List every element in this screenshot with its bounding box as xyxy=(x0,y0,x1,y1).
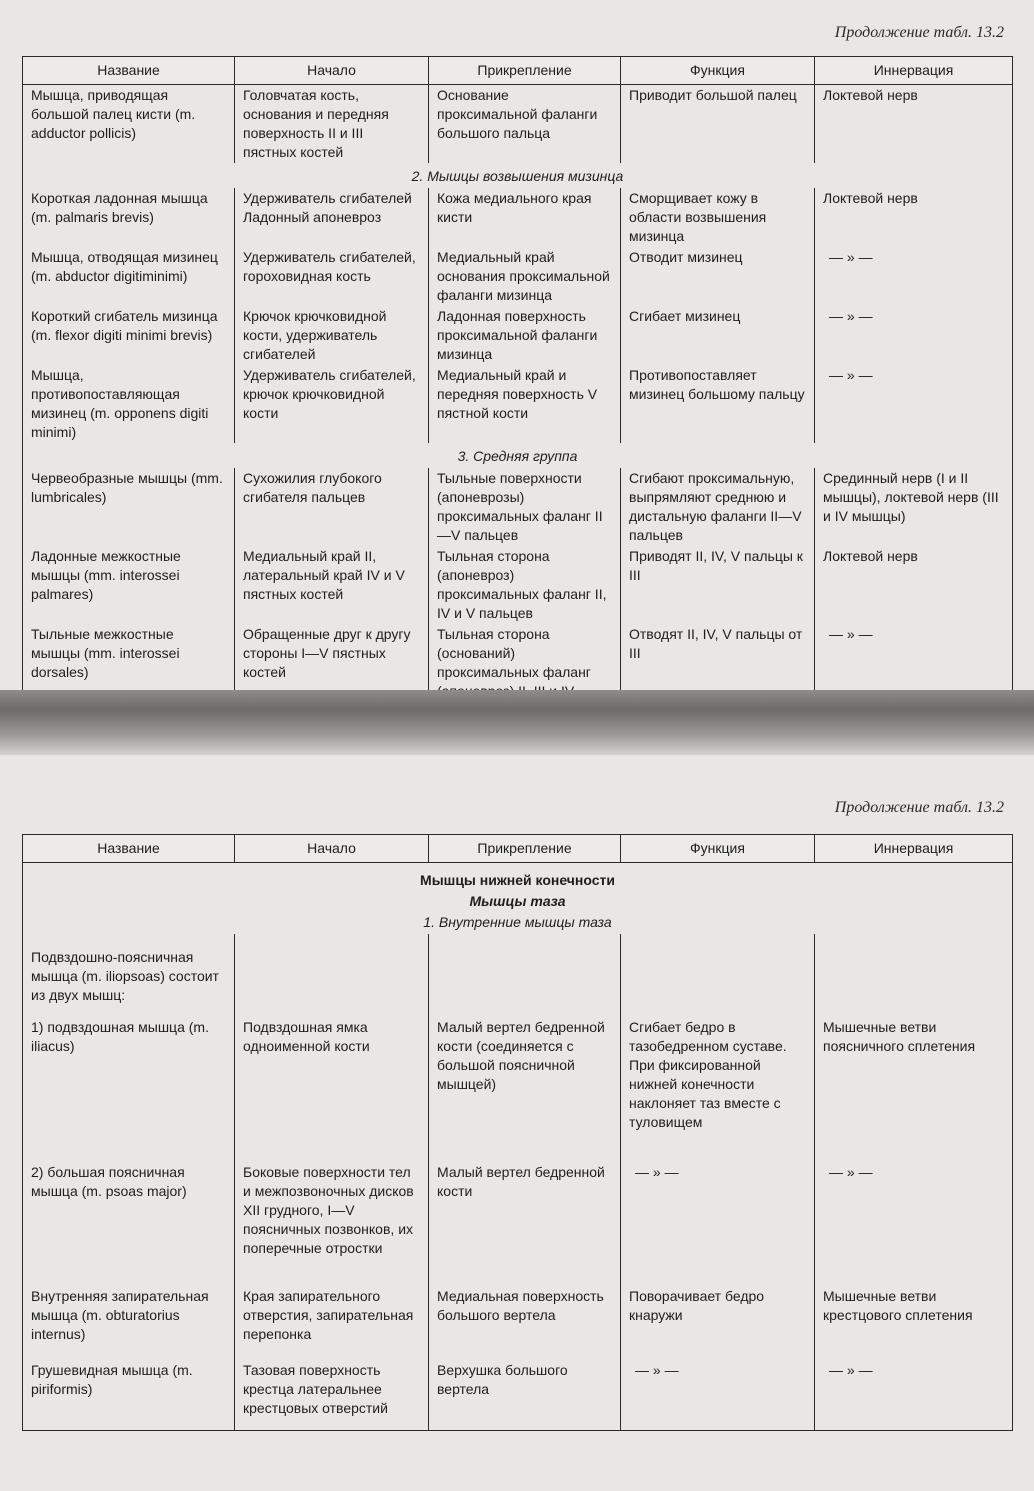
table-row xyxy=(23,85,1013,164)
cell-innervation: Мышечные ветви поясничного сплетения xyxy=(815,1006,1013,1133)
page-bottom xyxy=(0,755,1034,1491)
header-function: Функция xyxy=(621,57,815,85)
muscle-table-pelvis xyxy=(22,834,1013,1431)
table-row xyxy=(23,1259,1013,1345)
cell-insertion: Ладонная поверхность проксимальной фаланги мизинца xyxy=(429,306,621,365)
cell-function: Приводит большой палец xyxy=(621,85,815,164)
cell-origin: Сухожилия глубокого сгибателя пальцев xyxy=(235,468,429,546)
cell-name: Мышца, противопоставляющая мизинец (m. opponens digiti minimi) xyxy=(23,365,235,443)
cell-function: Поворачивает бедро кнаружи xyxy=(621,1259,815,1345)
cell-insertion: Тыльная сторона (апоневроз) проксимальных фаланг II, IV и V пальцев xyxy=(429,546,621,624)
cell-insertion: Верхушка большого вертела xyxy=(429,1345,621,1431)
cell-innervation: Локтевой нерв xyxy=(815,188,1013,247)
page-fold-shadow xyxy=(0,690,1034,755)
cell-origin: Тазовая поверхность крестца латеральнее крестцовых отверстий xyxy=(235,1345,429,1431)
cell-origin: Удерживатель сгибателей, крючок крючковидной кости xyxy=(235,365,429,443)
table-row xyxy=(23,546,1013,624)
table-caption: Продолжение табл. 13.2 xyxy=(834,24,1004,41)
section-row xyxy=(23,163,1013,188)
cell-function: Сморщивает кожу в области возвышения мизинца xyxy=(621,188,815,247)
cell-insertion: Медиальная поверхность большого вертела xyxy=(429,1259,621,1345)
cell-name: Тыльные межкостные мышцы (mm. interossei dorsales) xyxy=(23,624,235,722)
cell-insertion: Малый вертел бедренной кости xyxy=(429,1133,621,1259)
table-row xyxy=(23,1006,1013,1133)
cell-insertion: Медиальный край основания проксимальной фаланги мизинца xyxy=(429,247,621,306)
cell-name: Внутренняя запирательная мышца (m. obturatorius internus) xyxy=(23,1259,235,1345)
page-top xyxy=(0,0,1034,690)
cell-insertion: Тыльная сторона (оснований) проксимальных фаланг xyxy=(429,624,621,722)
cell-origin: Медиальный край II, латеральный край IV и V пястных костей xyxy=(235,546,429,624)
section-row xyxy=(23,863,1013,893)
cell-innervation: — » — xyxy=(815,624,1013,722)
header-origin: Начало xyxy=(235,835,429,863)
table-row xyxy=(23,934,1013,1006)
cell-innervation: — » — xyxy=(815,247,1013,306)
cell-insertion: Тыльные поверхности (апоневрозы) проксимальных фаланг II—V пальцев xyxy=(429,468,621,546)
cell-origin: Края запирательного отверстия, запирательная перепонка xyxy=(235,1259,429,1345)
section-heading-limb: Мышцы нижней конечности xyxy=(23,863,1013,893)
section-heading-pelvis: Мышцы таза xyxy=(23,892,1013,913)
cell-insertion: Кожа медиального края кисти xyxy=(429,188,621,247)
cell-insertion: Основание проксимальной фаланги большого пальца xyxy=(429,85,621,164)
cell-function: Отводит мизинец xyxy=(621,247,815,306)
section-heading: 2. Мышцы возвышения мизинца xyxy=(23,163,1013,188)
table-row xyxy=(23,1133,1013,1259)
cell-name-intro: Подвздошно-поясничная мышца (m. iliopsoas) состоит из двух мышц: xyxy=(23,934,235,1006)
table-row xyxy=(23,247,1013,306)
cell-function: Противопоставляет мизинец большому пальцу xyxy=(621,365,815,443)
cell-innervation: — » — xyxy=(815,1345,1013,1431)
header-innervation: Иннервация xyxy=(815,57,1013,85)
cell-insertion: Медиальный край и передняя поверхность V пястной кости xyxy=(429,365,621,443)
cell-function: Сгибают проксимальную, выпрямляют среднюю и дистальную фаланги II—V пальцев xyxy=(621,468,815,546)
table-caption: Продолжение табл. 13.2 xyxy=(834,799,1004,816)
cell-origin: Головчатая кость, основания и передняя поверхность II и III пястных костей xyxy=(235,85,429,164)
section-row xyxy=(23,892,1013,913)
table-row xyxy=(23,306,1013,365)
cell-function: Приводят II, IV, V пальцы к III xyxy=(621,546,815,624)
cell-innervation: — » — xyxy=(815,1133,1013,1259)
cell-function: Отводят II, IV, V пальцы от III xyxy=(621,624,815,722)
header-row xyxy=(23,835,1013,863)
table-row xyxy=(23,1345,1013,1431)
section-row xyxy=(23,443,1013,468)
cell-name: 1) подвздошная мышца (m. iliacus) xyxy=(23,1006,235,1133)
header-function: Функция xyxy=(621,835,815,863)
cell-insertion: Малый вертел бедренной кости (соединяется с большой поясничной мышцей) xyxy=(429,1006,621,1133)
cell-name: Короткий сгибатель мизинца (m. flexor digiti minimi brevis) xyxy=(23,306,235,365)
header-name: Название xyxy=(23,835,235,863)
cell-name: Мышца, отводящая мизинец (m. abductor digitiminimi) xyxy=(23,247,235,306)
cell-innervation: — » — xyxy=(815,306,1013,365)
table-row xyxy=(23,468,1013,546)
header-insertion: Прикрепление xyxy=(429,835,621,863)
cell-function: Сгибает мизинец xyxy=(621,306,815,365)
header-insertion: Прикрепление xyxy=(429,57,621,85)
cell-function: — » — xyxy=(621,1133,815,1259)
table-row xyxy=(23,365,1013,443)
cell-name: 2) большая поясничная мышца (m. psoas major) xyxy=(23,1133,235,1259)
cell-origin: Подвздошная ямка одноименной кости xyxy=(235,1006,429,1133)
section-heading: 3. Средняя группа xyxy=(23,443,1013,468)
header-innervation: Иннервация xyxy=(815,835,1013,863)
section-heading-inner: 1. Внутренние мышцы таза xyxy=(23,913,1013,934)
cell-innervation: Локтевой нерв xyxy=(815,546,1013,624)
section-row xyxy=(23,913,1013,934)
cell-name: Червеобразные мышцы (mm. lumbricales) xyxy=(23,468,235,546)
cell-function: Сгибает бедро в тазобедренном суставе. При фиксированной нижней конечности наклоняет таз вместе с туловищем xyxy=(621,1006,815,1133)
cell-innervation: Срединный нерв (I и II мышцы), локтевой нерв (III и IV мышцы) xyxy=(815,468,1013,546)
cell-origin: Удерживатель сгибателей, гороховидная кость xyxy=(235,247,429,306)
cell-innervation: Мышечные ветви крестцового сплетения xyxy=(815,1259,1013,1345)
table-row xyxy=(23,188,1013,247)
cell-origin: Обращенные друг к другу стороны I—V пястных костей xyxy=(235,624,429,722)
cell-name: Короткая ладонная мышца (m. palmaris brevis) xyxy=(23,188,235,247)
header-name: Название xyxy=(23,57,235,85)
cell-name: Ладонные межкостные мышцы (mm. interossei palmares) xyxy=(23,546,235,624)
cell-innervation: Локтевой нерв xyxy=(815,85,1013,164)
cell-name: Грушевидная мышца (m. piriformis) xyxy=(23,1345,235,1431)
cell-origin: Удерживатель сгибателей Ладонный апоневроз xyxy=(235,188,429,247)
cell-name: Мышца, приводящая большой палец кисти (m. adductor pollicis) xyxy=(23,85,235,164)
cell-origin: Крючок крючковидной кости, удерживатель сгибателей xyxy=(235,306,429,365)
header-origin: Начало xyxy=(235,57,429,85)
cell-function: — » — xyxy=(621,1345,815,1431)
muscle-table-hand xyxy=(22,56,1013,722)
cell-innervation: — » — xyxy=(815,365,1013,443)
header-row xyxy=(23,57,1013,85)
cell-origin: Боковые поверхности тел и межпозвоночных дисков XII грудного, I—V поясничных позвонков, их поперечные отростки xyxy=(235,1133,429,1259)
